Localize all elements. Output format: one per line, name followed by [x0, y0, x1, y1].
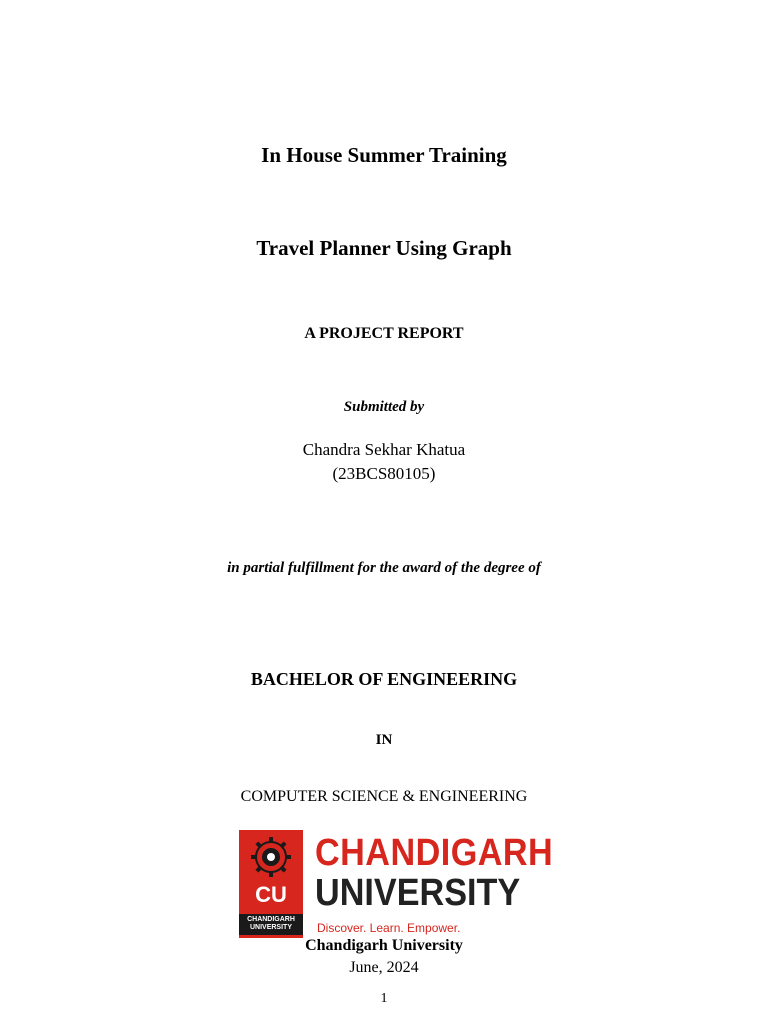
logo-emblem-text: CU — [255, 882, 287, 907]
logo-wordmark-line-1: CHANDIGARH — [315, 832, 554, 874]
logo-emblem-caption — [239, 914, 303, 935]
logo-tagline: Discover. Learn. Empower. — [317, 921, 461, 935]
logo-wordmark-line-2: UNIVERSITY — [315, 872, 521, 914]
submitted-by-label: Submitted by — [343, 399, 425, 415]
title-line-1: In House Summer Training — [261, 143, 507, 167]
submission-date: June, 2024 — [349, 959, 419, 976]
branch-name: COMPUTER SCIENCE & ENGINEERING — [240, 788, 528, 805]
degree-name: BACHELOR OF ENGINEERING — [250, 669, 518, 689]
logo-emblem-caption-line-2: UNIVERSITY — [249, 923, 292, 931]
author-id: (23BCS80105) — [332, 464, 436, 483]
gear-emblem-icon — [239, 830, 303, 886]
page-number: 1 — [380, 991, 388, 1006]
university-logo — [239, 830, 554, 938]
logo-emblem-caption-line-1: CHANDIGARH — [247, 916, 295, 923]
author-name: Chandra Sekhar Khatua — [302, 440, 466, 459]
in-label: IN — [375, 732, 393, 748]
report-type: A PROJECT REPORT — [304, 325, 464, 342]
university-name: Chandigarh University — [305, 937, 463, 954]
fulfillment-text: in partial fulfillment for the award of the degree of — [227, 560, 541, 576]
title-line-2: Travel Planner Using Graph — [256, 236, 512, 260]
logo-emblem — [239, 830, 303, 938]
